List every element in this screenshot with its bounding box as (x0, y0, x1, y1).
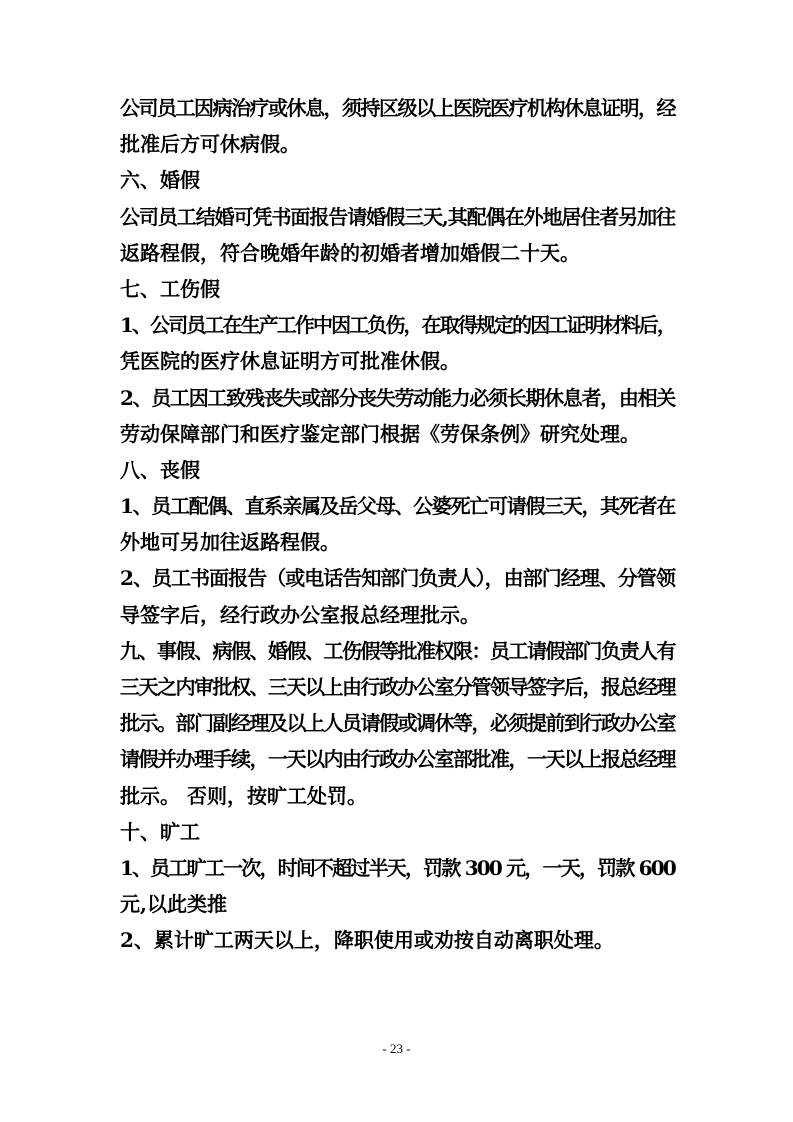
text-line: 1、员工旷工一次，时间不超过半天，罚款 300 元，一天，罚款 600 (120, 855, 675, 880)
text-line: 导签字后，经行政办公室报总经理批示。 (120, 602, 480, 627)
text-line: 十、旷工 (120, 819, 200, 844)
text-line: 元,以此类推 (120, 892, 227, 917)
text-line: 八、丧假 (120, 457, 200, 482)
page-number: - 23 - (382, 1041, 411, 1056)
document-page (120, 96, 675, 965)
text-line: 返路程假，符合晚婚年龄的初婚者增加婚假二十天。 (120, 240, 580, 265)
text-line: 公司员工因病治疗或休息，须持区级以上医院医疗机构休息证明，经 (120, 96, 675, 120)
text-line: 2、员工因工致残丧失或部分丧失劳动能力必须长期休息者，由相关 (120, 385, 675, 410)
text-line: 九、事假、病假、婚假、工伤假等批准权限：员工请假部门负责人有 (120, 638, 675, 663)
text-line: 1、公司员工在生产工作中因工负伤，在取得规定的因工证明材料后， (120, 313, 675, 338)
text-line: 请假并办理手续，一天以内由行政办公室部批准，一天以上报总经理 (120, 747, 675, 772)
text-line: 凭医院的医疗休息证明方可批准休假。 (120, 349, 460, 374)
text-line: 1、员工配偶、直系亲属及岳父母、公婆死亡可请假三天，其死者在 (120, 494, 675, 519)
text-line: 劳动保障部门和医疗鉴定部门根据《劳保条例》研究处理。 (120, 421, 640, 446)
text-line: 批示。部门副经理及以上人员请假或调休等，必须提前到行政办公室 (120, 711, 675, 736)
text-line: 七、工伤假 (120, 276, 220, 301)
text-line: 外地可另加往返路程假。 (120, 530, 340, 555)
text-line: 三天之内审批权、三天以上由行政办公室分管领导签字后，报总经理 (120, 675, 675, 699)
text-line: 2、累计旷工两天以上，降职使用或劝按自动离职处理。 (120, 928, 614, 953)
text-line: 六、婚假 (120, 168, 200, 193)
text-line: 公司员工结婚可凭书面报告请婚假三天,其配偶在外地居住者另加往 (120, 204, 675, 229)
text-line: 批示。 否则，按旷工处罚。 (120, 783, 367, 808)
text-line: 2、员工书面报告（或电话告知部门负责人），由部门经理、分管领 (120, 566, 675, 591)
text-line: 批准后方可休病假。 (120, 132, 300, 157)
